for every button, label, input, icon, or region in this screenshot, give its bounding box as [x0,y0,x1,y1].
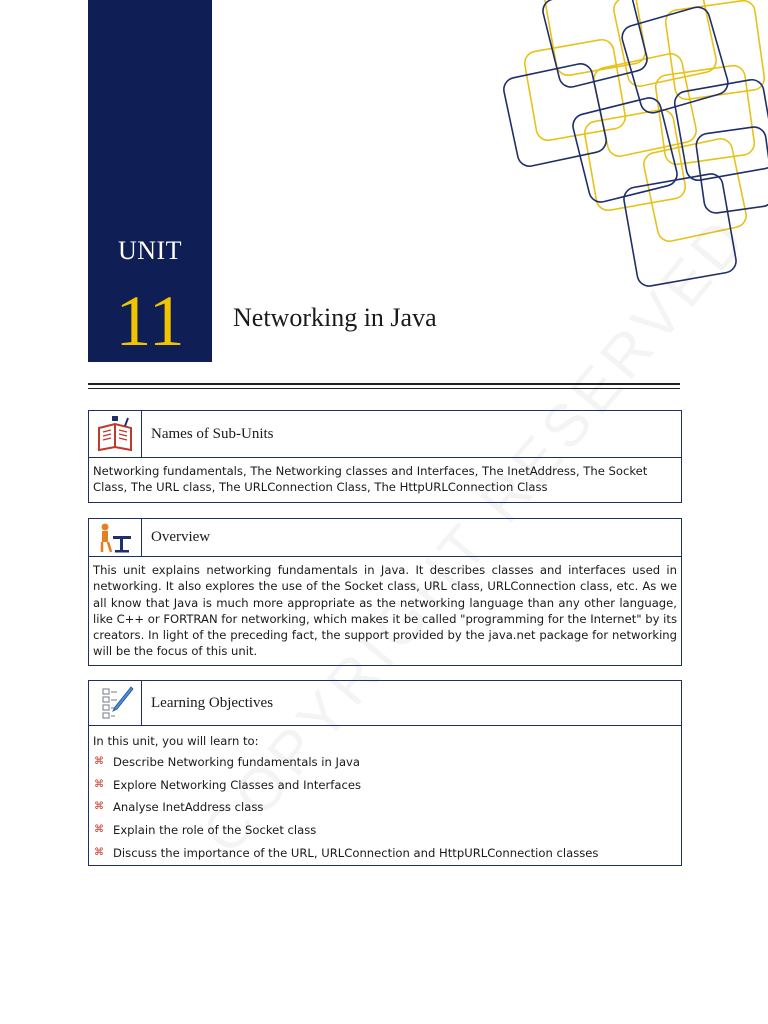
unit-band [88,0,212,362]
subunits-title: Names of Sub-Units [151,425,274,442]
unit-number: 11 [115,281,185,361]
header-divider [88,383,680,385]
bullet-icon: ⌘ [94,801,104,813]
objectives-body [89,726,681,870]
book-icon [89,411,142,457]
bullet-icon: ⌘ [94,823,104,835]
subunits-box [88,410,682,503]
objectives-box [88,680,682,866]
checklist-icon [89,681,142,725]
unit-title: Networking in Java [233,303,437,332]
overview-title: Overview [151,529,211,545]
bullet-icon: ⌘ [94,846,104,858]
subunits-body: Networking fundamentals, The Networking classes and Interfaces, The InetAddress, The Socket Class, The URL class, The URLConnection Class, The HttpURLConnection Class [93,464,648,495]
person-desk-icon [89,519,142,556]
decorative-squares [490,0,768,300]
list-item: ⌘ Explore Networking Classes and Interfaces [94,777,362,792]
list-item: ⌘ Describe Networking fundamentals in Java [94,755,361,770]
objectives-intro: In this unit, you will learn to: [93,734,259,748]
list-item: ⌘ Explain the role of the Socket class [94,822,317,837]
bullet-icon: ⌘ [94,778,104,790]
list-item: ⌘ Analyse InetAddress class [94,800,264,815]
overview-body: This unit explains networking fundamentals in Java. It describes classes and interfaces used in networking. It also explores the use of the Socket class, URL class, URLConnection class, etc. As we all know that Java is much more appropriate as the networking language than any other language, like C++ or FORTRAN for networking, which makes it be called "programming for the Internet" by its creators. In light of the preceding fact, the support provided by the java.net package for networking will be the focus of this unit. [93,563,677,659]
overview-box [88,518,682,666]
header-divider-thin [88,388,680,389]
objectives-list [93,751,677,864]
unit-label: UNIT [117,236,183,265]
list-item: ⌘ Discuss the importance of the URL, URLConnection and HttpURLConnection classes [94,845,599,860]
objectives-title: Learning Objectives [151,694,274,711]
bullet-icon: ⌘ [94,756,104,768]
